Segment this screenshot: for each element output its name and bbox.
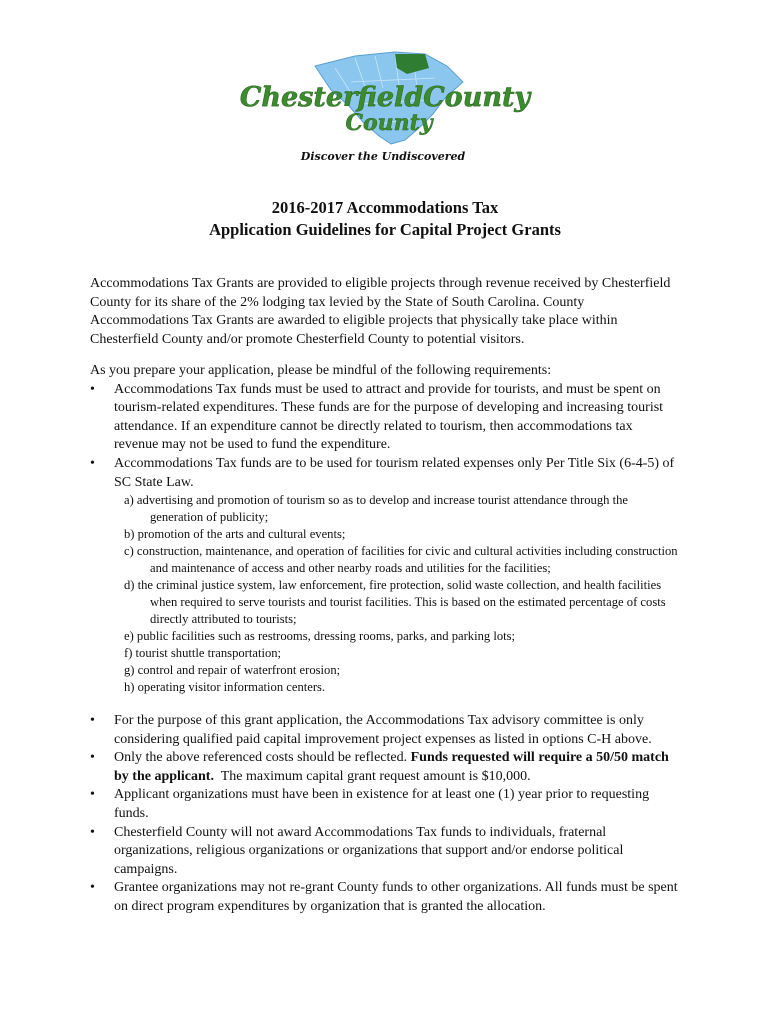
sub-item-e: e) public facilities such as restrooms, dressing rooms, parks, and parking lots; [124,629,516,644]
title-line-1: 2016-2017 Accommodations Tax [271,198,499,217]
bullet-icon: • [90,824,95,840]
list-item [90,824,680,880]
intro-paragraph: Accommodations Tax Grants are provided to eligible projects through revenue received by Chesterfield County for its share of the 2% lodging tax levied by the State of South Carolina. County Accommodations Tax Grants are awarded to eligible projects that physically take place within Chesterfield County and/or promote Chesterfield County to potential visitors. [90,276,671,347]
bullet-text: Accommodations Tax funds must be used to attract and provide for tourists, and must be spent on tourism-related expenditures. These funds are for the purpose of developing and increasing tourist attendance. If an expenditure cannot be directly related to tourism, then accommodations tax revenue may not be used to fund the expenditure. [114,381,664,453]
logo-tagline: Discover the Undiscovered [300,150,466,163]
list-item [90,455,680,492]
bullet-text: Applicant organizations must have been in existence for at least one (1) year prior to requesting funds. [114,787,650,821]
requirements-lead: As you prepare your application, please be mindful of the following requirements: [90,363,552,378]
sub-item-c: c) construction, maintenance, and operation of facilities for civic and cultural activities including construction and maintenance of access and other nearby roads and utilities for the facilities; [124,544,678,576]
bullet-icon: • [90,750,95,766]
document-title [0,197,770,241]
requirements-section [90,362,680,696]
bullet-text: Accommodations Tax funds are to be used for tourism related expenses only Per Title Six (6-4-5) of SC State Law. [114,455,675,490]
bullet-text: For the purpose of this grant application, the Accommodations Tax advisory committee is only considering qualified paid capital improvement project expenses as listed in options C-H above. [114,713,652,747]
list-item [90,879,680,916]
title-line-2: Application Guidelines for Capital Project Grants [209,220,561,239]
list-item [90,786,680,823]
list-item [90,712,680,749]
chesterfield-county-logo [239,48,531,172]
bullet-text: Grantee organizations may not re-grant County funds to other organizations. All funds must be spent on direct program expenditures by organization that is granted the allocation. [114,880,678,914]
bullet-icon: • [90,381,95,397]
requirements-list-1 [90,381,680,493]
bullet-text-b: The maximum capital grant request amount is $10,000. [220,768,531,784]
list-item [90,381,680,455]
bullet-icon: • [90,880,95,896]
sub-item-d: d) the criminal justice system, law enforcement, fire protection, solid waste collection, and health facilities when required to serve tourists and tourist facilities. This is based on the estimated percentage of costs directly attributed to tourists; [124,578,666,627]
sub-item-a: a) advertising and promotion of tourism so as to develop and increase tourist attendance through the generation of publicity; [124,493,628,525]
sub-item-g: g) control and repair of waterfront erosion; [124,663,341,678]
list-item [90,749,680,786]
bullet-icon: • [90,713,95,728]
eligible-expenses-list [90,492,680,696]
sub-item-f: f) tourist shuttle transportation; [124,646,282,661]
bullet-icon: • [90,787,95,803]
bullet-text-a: Only the above referenced costs should be reflected. [114,750,408,766]
sub-item-h: h) operating visitor information centers. [124,680,326,695]
requirements-list-2 [90,712,680,917]
bullet-text: Chesterfield County will not award Accommodations Tax funds to individuals, fraternal organizations, religious organizations or organizations that support and/or endorse political campaigns. [114,824,624,877]
sub-item-b: b) promotion of the arts and cultural events; [124,527,346,542]
logo-title-chesterfield: ChesterfieldCounty [239,82,531,113]
bullet-icon: • [90,455,95,471]
logo-title-county: County [345,110,433,136]
match-requirement: Funds requested will require a 50/50 match by the applicant. [114,750,669,784]
